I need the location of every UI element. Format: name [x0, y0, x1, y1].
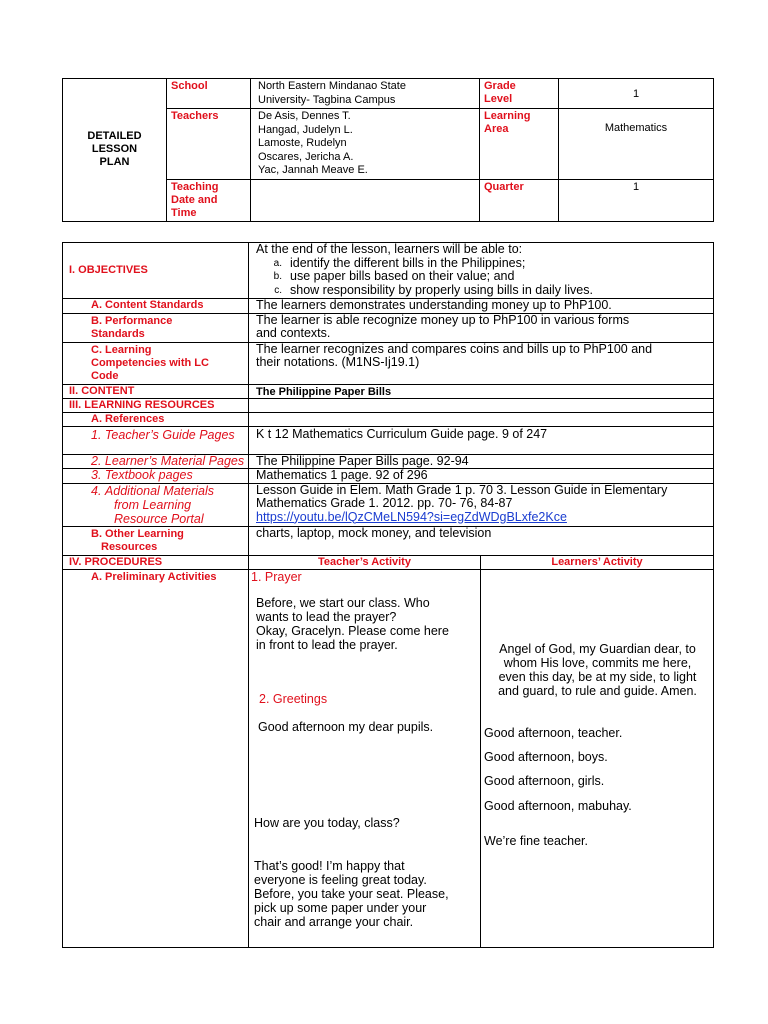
objectives-list	[256, 257, 706, 298]
prayer-instructions	[256, 596, 449, 652]
school-line: North Eastern Mindanao State	[258, 80, 406, 92]
prayer-heading: 1. Prayer	[251, 569, 302, 584]
references-label: A. References	[63, 412, 249, 426]
learner-greeting: Good afternoon, teacher.	[484, 725, 623, 740]
textbook-value: Mathematics 1 page. 92 of 296	[249, 469, 714, 484]
quarter-label: Quarter	[480, 179, 559, 221]
teacher-greeting: Good afternoon my dear pupils.	[258, 719, 434, 734]
learning-area-label	[480, 109, 559, 180]
teacher-activity-header: Teacher’s Activity	[249, 555, 481, 569]
additional-text-line: Mathematics Grade 1. 2012. pp. 70- 76, 84-87	[256, 496, 513, 510]
teachers-guide-label	[63, 426, 249, 454]
title-line: LESSON	[91, 143, 138, 156]
content-value: The Philippine Paper Bills	[249, 384, 714, 398]
objective-text: show responsibility by properly using bills in daily lives.	[290, 282, 593, 297]
learner-activity-header: Learners’ Activity	[481, 555, 714, 569]
objective-item	[256, 257, 706, 271]
teacher-name: Oscares, Jericha A.	[258, 150, 354, 163]
thats-good-line: That’s good! I’m happy that	[254, 858, 405, 873]
prayer-line: Okay, Gracelyn. Please come here	[256, 623, 449, 638]
teaching-label-line: Date and	[171, 193, 218, 206]
grade-label-line: Grade	[484, 80, 516, 92]
teacher-name: Yac, Jannah Meave E.	[258, 164, 368, 176]
teachers-guide-num: 1.	[91, 427, 102, 442]
additional-materials-label	[63, 483, 249, 526]
competencies-text-line: their notations. (M1NS-Ij19.1)	[256, 355, 420, 369]
learner-greeting: Good afternoon, girls.	[484, 773, 605, 788]
school-label: School	[167, 79, 251, 109]
performance-text-line: and contexts.	[256, 326, 331, 340]
competencies-label-line: C. Learning	[91, 343, 152, 356]
teacher-name: De Asis, Dennes T.	[258, 110, 351, 122]
prayer-response-line: and guard, to rule and guide. Amen.	[498, 683, 697, 698]
textbook-label	[63, 469, 249, 484]
objective-marker: c.	[274, 284, 282, 296]
performance-label-line: Standards	[91, 327, 145, 340]
thats-good-line: Before, you take your seat. Please,	[254, 886, 449, 901]
prayer-response-line: whom His love, commits me here,	[503, 655, 692, 670]
competencies-label	[63, 342, 249, 384]
prayer-response-line: even this day, be at my side, to light	[498, 669, 697, 684]
objective-text: identify the different bills in the Philippines;	[290, 255, 526, 270]
teaching-date-label	[167, 179, 251, 221]
learners-material-value: The Philippine Paper Bills page. 92-94	[249, 454, 714, 469]
performance-standards-label	[63, 313, 249, 342]
performance-text-line: The learner is able recognize money up to PhP100 in various forms	[256, 312, 630, 327]
prayer-line: Before, we start our class. Who	[256, 595, 430, 610]
competencies-label-line: Code	[91, 369, 119, 382]
other-resources-value: charts, laptop, mock money, and television	[249, 526, 714, 555]
school-value	[251, 79, 480, 109]
youtube-link[interactable]: https://youtu.be/lQzCMeLN594?si=egZdWDgBLxfe2Kce	[256, 509, 567, 524]
objective-marker: b.	[273, 271, 282, 282]
lesson-table	[62, 242, 714, 948]
objectives-intro: At the end of the lesson, learners will be able to:	[256, 242, 523, 256]
thats-good-line: pick up some paper under your	[254, 900, 427, 915]
learning-area-value: Mathematics	[559, 109, 714, 180]
performance-label-line: B. Performance	[91, 314, 173, 327]
grade-level-label	[480, 79, 559, 109]
teachers-label: Teachers	[167, 109, 251, 180]
teachers-guide-text: Teacher’s Guide Pages	[104, 427, 235, 442]
teachers-guide-value: K t 12 Mathematics Curriculum Guide page. 9 of 247	[249, 426, 714, 454]
quarter-value: 1	[559, 179, 714, 221]
teachers-value	[251, 109, 480, 180]
title-line: DETAILED	[87, 130, 142, 143]
content-standards-value: The learners demonstrates understanding money up to PhP100.	[249, 299, 714, 314]
learning-area-label-line: Area	[484, 123, 509, 135]
competencies-value	[249, 342, 714, 384]
additional-materials-value	[249, 483, 714, 526]
objective-item	[256, 270, 706, 284]
prayer-line: wants to lead the prayer?	[256, 609, 397, 624]
prayer-response-line: Angel of God, my Guardian dear, to	[499, 641, 696, 656]
learners-material-text: Learner’s Material Pages	[104, 454, 245, 468]
preliminary-activities-label: A. Preliminary Activities	[63, 569, 249, 947]
lesson-plan-title-cell	[63, 79, 167, 222]
content-label: II. CONTENT	[63, 384, 249, 398]
thats-good-text	[254, 859, 449, 929]
references-value	[249, 412, 714, 426]
prayer-response	[481, 642, 714, 698]
thats-good-line: everyone is feeling great today.	[254, 872, 427, 887]
learning-resources-value	[249, 398, 714, 412]
grade-label-line: Level	[484, 93, 513, 105]
content-standards-label: A. Content Standards	[63, 299, 249, 314]
learning-area-label-line: Learning	[484, 110, 531, 122]
greetings-heading: 2. Greetings	[259, 691, 328, 706]
teaching-label-line: Teaching	[171, 180, 219, 193]
fine-response: We’re fine teacher.	[484, 833, 588, 848]
teacher-name: Lamoste, Rudelyn	[258, 137, 347, 149]
other-resources-label-line: B. Other Learning	[91, 527, 184, 540]
performance-standards-value	[249, 313, 714, 342]
header-table	[62, 78, 714, 222]
competencies-text-line: The learner recognizes and compares coins and bills up to PhP100 and	[256, 341, 653, 356]
additional-label-line: Resource Portal	[114, 511, 204, 526]
objectives-value	[249, 243, 714, 299]
grade-level-value: 1	[559, 79, 714, 109]
objective-item	[256, 284, 706, 298]
teacher-name: Hangad, Judelyn L.	[258, 123, 353, 136]
learner-greeting: Good afternoon, boys.	[484, 749, 608, 764]
learners-material-num: 2.	[91, 454, 102, 468]
learner-greeting: Good afternoon, mabuhay.	[484, 798, 632, 813]
additional-num: 4.	[91, 483, 102, 498]
teacher-activity-cell	[249, 569, 481, 947]
title-line: PLAN	[99, 156, 130, 169]
school-line: University- Tagbina Campus	[258, 93, 396, 106]
procedures-label: IV. PROCEDURES	[63, 555, 249, 569]
textbook-text: Textbook pages	[104, 468, 193, 482]
objective-text: use paper bills based on their value; and	[290, 269, 515, 283]
teaching-date-value	[251, 179, 480, 221]
textbook-num: 3.	[91, 468, 102, 482]
learner-activity-cell	[481, 569, 714, 947]
other-resources-label	[63, 526, 249, 555]
teaching-label-line: Time	[171, 206, 197, 219]
learning-resources-label: III. LEARNING RESOURCES	[63, 398, 249, 412]
objectives-label: I. OBJECTIVES	[63, 243, 249, 299]
additional-label-line: Additional Materials	[104, 483, 215, 498]
prayer-line: in front to lead the prayer.	[256, 637, 398, 652]
competencies-label-line: Competencies with LC	[91, 356, 209, 369]
additional-label-line: from Learning	[114, 497, 192, 512]
thats-good-line: chair and arrange your chair.	[254, 914, 414, 929]
other-resources-label-line: Resources	[101, 540, 158, 553]
objective-marker: a.	[273, 257, 282, 269]
additional-text-line: Lesson Guide in Elem. Math Grade 1 p. 70 3. Lesson Guide in Elementary	[256, 482, 668, 497]
how-are-you: How are you today, class?	[254, 815, 400, 830]
learners-material-label	[63, 454, 249, 469]
